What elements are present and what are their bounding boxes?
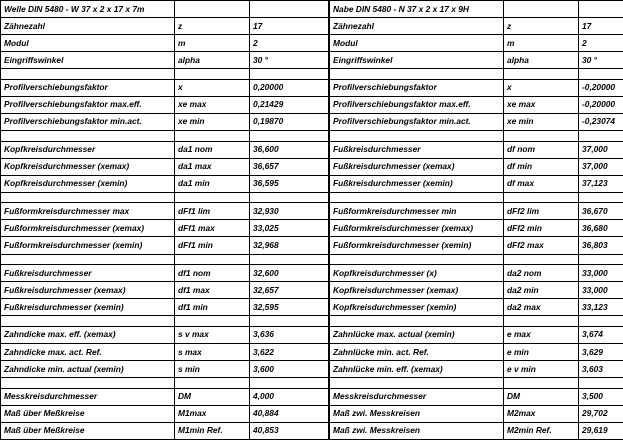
parameter-value: 3,603 [579, 361, 623, 378]
table-row [1, 388, 329, 405]
table-row [330, 79, 623, 96]
table-row [1, 220, 329, 237]
parameter-symbol: da2 nom [504, 265, 579, 282]
spacer-row [330, 378, 623, 389]
parameter-label: Fußformkreisdurchmesser max [1, 203, 175, 220]
table-row [330, 282, 623, 299]
parameter-label: Fußformkreisdurchmesser (xemax) [330, 220, 504, 237]
table-row [330, 299, 623, 316]
parameter-value: -0,23074 [579, 113, 623, 130]
spacer-cell [579, 378, 623, 389]
spacer-row [330, 192, 623, 203]
parameter-label: Kopfkreisdurchmesser (xemin) [330, 299, 504, 316]
table-row [1, 361, 329, 378]
spacer-cell [504, 130, 579, 141]
shaft-title-value-cell [250, 1, 329, 18]
spacer-cell [330, 69, 504, 80]
parameter-label: Zahndicke max. act. Ref. [1, 344, 175, 361]
spacer-cell [330, 316, 504, 327]
parameter-label: Profilverschiebungsfaktor [1, 79, 175, 96]
parameter-symbol: df1 nom [175, 265, 250, 282]
spacer-cell [579, 69, 623, 80]
parameter-value: 40,884 [250, 405, 329, 422]
table-row [330, 326, 623, 343]
spacer-cell [1, 316, 175, 327]
parameter-label: Kopfkreisdurchmesser (xemin) [1, 175, 175, 192]
spacer-cell [504, 378, 579, 389]
table-row [1, 265, 329, 282]
parameter-symbol: m [504, 35, 579, 52]
parameter-value: 3,600 [250, 361, 329, 378]
parameter-label: Fußkreisdurchmesser (xemin) [1, 299, 175, 316]
spacer-cell [330, 378, 504, 389]
parameter-symbol: M1min Ref. [175, 422, 250, 439]
parameter-value: 30 ° [579, 52, 623, 69]
parameter-symbol: M2min Ref. [504, 422, 579, 439]
table-row [1, 113, 329, 130]
table-row [1, 344, 329, 361]
spacer-cell [250, 69, 329, 80]
parameter-value: 36,670 [579, 203, 623, 220]
table-row [330, 96, 623, 113]
spacer-row [1, 192, 329, 203]
spacer-row [1, 69, 329, 80]
table-row [1, 141, 329, 158]
table-row [330, 220, 623, 237]
parameter-label: Zähnezahl [330, 18, 504, 35]
parameter-label: Zähnezahl [1, 18, 175, 35]
parameter-symbol: s v max [175, 326, 250, 343]
parameter-symbol: e v min [504, 361, 579, 378]
hub-title-value-cell [579, 1, 623, 18]
spacer-cell [250, 254, 329, 265]
spacer-cell [1, 192, 175, 203]
spacer-cell [504, 69, 579, 80]
parameter-symbol: df nom [504, 141, 579, 158]
spacer-row [330, 254, 623, 265]
spacer-cell [1, 69, 175, 80]
parameter-value: 32,930 [250, 203, 329, 220]
parameter-value: 30 ° [250, 52, 329, 69]
parameter-label: Profilverschiebungsfaktor max.eff. [330, 96, 504, 113]
table-row [1, 158, 329, 175]
table-row [330, 141, 623, 158]
parameter-symbol: DM [175, 388, 250, 405]
parameter-value: 32,657 [250, 282, 329, 299]
spacer-cell [330, 130, 504, 141]
table-row [330, 388, 623, 405]
spacer-cell [1, 378, 175, 389]
spacer-row [330, 316, 623, 327]
spacer-row [1, 254, 329, 265]
parameter-label: Fußformkreisdurchmesser (xemax) [1, 220, 175, 237]
parameter-label: Maß zwi. Messkreisen [330, 405, 504, 422]
parameter-symbol: xe min [504, 113, 579, 130]
parameter-symbol: alpha [504, 52, 579, 69]
spacer-cell [330, 192, 504, 203]
table-row [330, 422, 623, 439]
parameter-value: 32,595 [250, 299, 329, 316]
table-row [1, 326, 329, 343]
spacer-cell [579, 192, 623, 203]
spacer-cell [175, 378, 250, 389]
table-row [1, 299, 329, 316]
table-row [1, 282, 329, 299]
spacer-cell [175, 130, 250, 141]
parameter-label: Messkreisdurchmesser [330, 388, 504, 405]
parameter-value: 29,619 [579, 422, 623, 439]
parameter-label: Fußkreisdurchmesser [330, 141, 504, 158]
spacer-cell [579, 254, 623, 265]
parameter-label: Eingriffswinkel [1, 52, 175, 69]
parameter-label: Fußformkreisdurchmesser (xemin) [1, 237, 175, 254]
parameter-symbol: df max [504, 175, 579, 192]
parameter-symbol: e min [504, 344, 579, 361]
parameter-value: 3,622 [250, 344, 329, 361]
parameter-symbol: x [504, 79, 579, 96]
parameter-symbol: dFf1 min [175, 237, 250, 254]
parameter-value: 32,600 [250, 265, 329, 282]
table-row [1, 79, 329, 96]
spacer-row [330, 69, 623, 80]
parameter-label: Profilverschiebungsfaktor [330, 79, 504, 96]
table-row [1, 96, 329, 113]
parameter-symbol: s min [175, 361, 250, 378]
parameter-label: Zahndicke max. eff. (xemax) [1, 326, 175, 343]
parameter-symbol: dFf2 lim [504, 203, 579, 220]
hub-title-symbol-cell [504, 1, 579, 18]
parameter-value: 33,000 [579, 282, 623, 299]
parameter-value: 3,500 [579, 388, 623, 405]
parameter-symbol: x [175, 79, 250, 96]
parameter-symbol: da1 min [175, 175, 250, 192]
parameter-symbol: da1 nom [175, 141, 250, 158]
parameter-value: 36,595 [250, 175, 329, 192]
hub-title: Nabe DIN 5480 - N 37 x 2 x 17 x 9H [330, 1, 504, 18]
parameter-value: 29,702 [579, 405, 623, 422]
parameter-symbol: da2 min [504, 282, 579, 299]
parameter-value: 3,674 [579, 326, 623, 343]
parameter-label: Modul [330, 35, 504, 52]
parameter-label: Messkreisdurchmesser [1, 388, 175, 405]
parameter-label: Fußkreisdurchmesser [1, 265, 175, 282]
spacer-cell [504, 316, 579, 327]
parameter-symbol: xe max [504, 96, 579, 113]
spacer-cell [175, 192, 250, 203]
hub-spline-table [329, 0, 623, 440]
table-row [1, 52, 329, 69]
parameter-value: 33,025 [250, 220, 329, 237]
parameter-value: 0,19870 [250, 113, 329, 130]
parameter-label: Zahnlücke min. eff. (xemax) [330, 361, 504, 378]
parameter-value: 37,123 [579, 175, 623, 192]
parameter-value: 3,629 [579, 344, 623, 361]
parameter-symbol: dFf1 max [175, 220, 250, 237]
parameter-symbol: da2 max [504, 299, 579, 316]
table-row [330, 175, 623, 192]
parameter-label: Maß über Meßkreise [1, 405, 175, 422]
spacer-cell [250, 130, 329, 141]
parameter-value: 36,657 [250, 158, 329, 175]
parameter-value: 36,600 [250, 141, 329, 158]
spacer-row [330, 130, 623, 141]
parameter-label: Modul [1, 35, 175, 52]
parameter-value: 2 [579, 35, 623, 52]
parameter-label: Fußkreisdurchmesser (xemin) [330, 175, 504, 192]
parameter-symbol: M2max [504, 405, 579, 422]
parameter-value: 32,968 [250, 237, 329, 254]
parameter-symbol: da1 max [175, 158, 250, 175]
table-row [330, 52, 623, 69]
parameter-label: Profilverschiebungsfaktor max.eff. [1, 96, 175, 113]
spacer-cell [175, 316, 250, 327]
parameter-label: Eingriffswinkel [330, 52, 504, 69]
parameter-symbol: df min [504, 158, 579, 175]
table-row [330, 361, 623, 378]
parameter-label: Maß zwi. Messkreisen [330, 422, 504, 439]
parameter-value: 2 [250, 35, 329, 52]
parameter-label: Kopfkreisdurchmesser (xemax) [1, 158, 175, 175]
table-row [1, 422, 329, 439]
parameter-value: 36,803 [579, 237, 623, 254]
spacer-cell [330, 254, 504, 265]
spacer-row [1, 378, 329, 389]
parameter-label: Profilverschiebungsfaktor min.act. [1, 113, 175, 130]
table-row [1, 405, 329, 422]
table-row [330, 237, 623, 254]
parameter-value: 17 [579, 18, 623, 35]
parameter-symbol: dFf1 lim [175, 203, 250, 220]
table-row [330, 158, 623, 175]
shaft-title: Welle DIN 5480 - W 37 x 2 x 17 x 7m [1, 1, 175, 18]
parameter-label: Maß über Meßkreise [1, 422, 175, 439]
parameter-symbol: xe max [175, 96, 250, 113]
parameter-symbol: DM [504, 388, 579, 405]
parameter-value: 4,000 [250, 388, 329, 405]
parameter-symbol: m [175, 35, 250, 52]
spacer-cell [175, 254, 250, 265]
parameter-label: Fußkreisdurchmesser (xemax) [330, 158, 504, 175]
table-row [1, 237, 329, 254]
parameter-value: 37,000 [579, 158, 623, 175]
spacer-cell [579, 130, 623, 141]
parameter-label: Kopfkreisdurchmesser (x) [330, 265, 504, 282]
parameter-symbol: s max [175, 344, 250, 361]
spacer-cell [504, 254, 579, 265]
parameter-label: Kopfkreisdurchmesser (xemax) [330, 282, 504, 299]
spacer-cell [250, 378, 329, 389]
spacer-cell [175, 69, 250, 80]
parameter-label: Fußformkreisdurchmesser min [330, 203, 504, 220]
parameter-value: 33,000 [579, 265, 623, 282]
table-row [330, 18, 623, 35]
parameter-value: 36,680 [579, 220, 623, 237]
spacer-cell [1, 254, 175, 265]
parameter-label: Fußformkreisdurchmesser (xemin) [330, 237, 504, 254]
parameter-symbol: xe min [175, 113, 250, 130]
parameter-value: -0,20000 [579, 96, 623, 113]
parameter-symbol: dFf2 max [504, 237, 579, 254]
table-row [1, 175, 329, 192]
table-row [1, 35, 329, 52]
parameter-label: Kopfkreisdurchmesser [1, 141, 175, 158]
parameter-symbol: z [175, 18, 250, 35]
shaft-title-row [1, 1, 329, 18]
parameter-label: Zahndicke min. actual (xemin) [1, 361, 175, 378]
parameter-value: -0,20000 [579, 79, 623, 96]
parameter-symbol: df1 max [175, 282, 250, 299]
spacer-row [1, 130, 329, 141]
parameter-value: 40,853 [250, 422, 329, 439]
parameter-label: Zahnlücke min. act. Ref. [330, 344, 504, 361]
parameter-symbol: dFf2 min [504, 220, 579, 237]
parameter-value: 17 [250, 18, 329, 35]
parameter-label: Fußkreisdurchmesser (xemax) [1, 282, 175, 299]
parameter-symbol: alpha [175, 52, 250, 69]
spacer-cell [250, 316, 329, 327]
parameter-value: 33,123 [579, 299, 623, 316]
table-row [330, 113, 623, 130]
spacer-cell [504, 192, 579, 203]
table-row [1, 203, 329, 220]
table-row [330, 405, 623, 422]
table-row [330, 35, 623, 52]
parameter-label: Zahnlücke max. actual (xemin) [330, 326, 504, 343]
parameter-value: 0,21429 [250, 96, 329, 113]
table-row [330, 203, 623, 220]
parameter-value: 37,000 [579, 141, 623, 158]
parameter-symbol: z [504, 18, 579, 35]
shaft-title-symbol-cell [175, 1, 250, 18]
parameter-value: 0,20000 [250, 79, 329, 96]
parameter-symbol: M1max [175, 405, 250, 422]
spacer-cell [579, 316, 623, 327]
parameter-label: Profilverschiebungsfaktor min.act. [330, 113, 504, 130]
parameter-symbol: df1 min [175, 299, 250, 316]
spacer-cell [250, 192, 329, 203]
table-row [330, 265, 623, 282]
hub-title-row [330, 1, 623, 18]
parameter-value: 3,636 [250, 326, 329, 343]
spacer-cell [1, 130, 175, 141]
parameter-symbol: e max [504, 326, 579, 343]
spacer-row [1, 316, 329, 327]
table-row [330, 344, 623, 361]
table-row [1, 18, 329, 35]
